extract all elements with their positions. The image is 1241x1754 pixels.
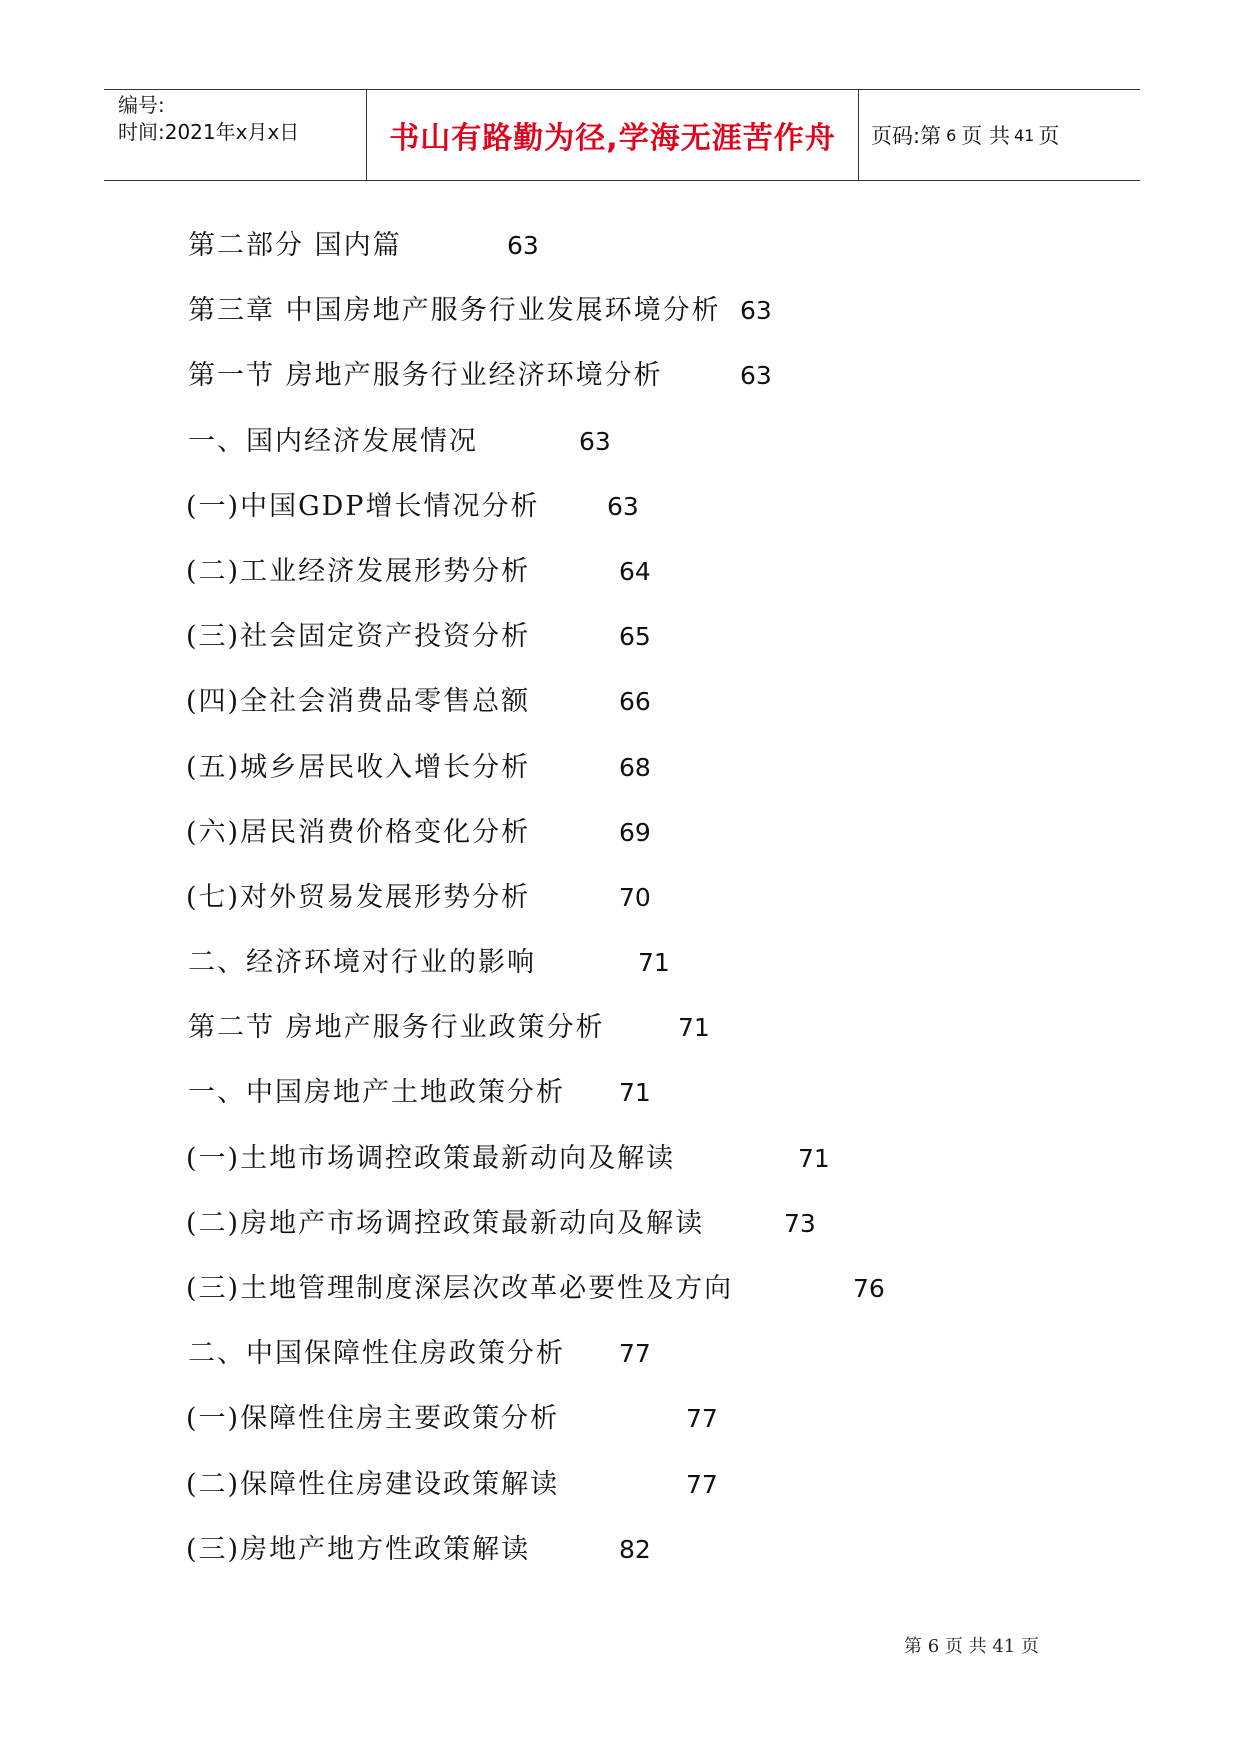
page-prefix: 页码:第: [871, 124, 942, 148]
toc-entry-page: 69: [619, 817, 651, 847]
page-middle: 页 共: [961, 124, 1010, 148]
toc-entry-page: 77: [619, 1339, 651, 1369]
toc-entry-title: (三)社会固定资产投资分析: [186, 621, 531, 653]
toc-entry-title: (一)保障性住房主要政策分析: [186, 1403, 560, 1435]
toc-entry[interactable]: [188, 1262, 1088, 1327]
toc-entry[interactable]: [188, 349, 1088, 414]
toc-entry-page: 64: [619, 556, 651, 586]
toc-entry-page: 63: [579, 426, 611, 456]
page-header: [104, 89, 1140, 181]
toc-entry-page: 63: [607, 491, 639, 521]
toc-entry-page: 65: [619, 622, 651, 652]
header-meta: [104, 90, 367, 180]
toc-entry[interactable]: [188, 480, 1088, 545]
toc-entry-page: 63: [740, 361, 772, 391]
toc-entry-title: (二)房地产市场调控政策最新动向及解读: [186, 1207, 705, 1239]
toc-entry-page: 63: [507, 231, 539, 260]
header-motto: 书山有路勤为径,学海无涯苦作舟: [367, 90, 859, 180]
toc-entry-title: (一)土地市场调控政策最新动向及解读: [186, 1142, 676, 1174]
toc-entry[interactable]: [188, 1458, 1088, 1523]
toc-entry[interactable]: [188, 806, 1088, 871]
toc-entry-page: 66: [619, 687, 651, 717]
toc-entry-title: (三)土地管理制度深层次改革必要性及方向: [186, 1273, 734, 1304]
document-time-label: 时间:2021年x月x日: [118, 120, 300, 144]
toc-entry-page: 70: [619, 882, 651, 912]
toc-entry[interactable]: [188, 545, 1088, 610]
toc-entry[interactable]: [188, 936, 1088, 1001]
toc-entry[interactable]: [188, 1001, 1088, 1066]
toc-entry[interactable]: [188, 1066, 1088, 1131]
toc-entry-title: 一、国内经济发展情况: [188, 425, 478, 457]
toc-entry-title: (一)中国GDP增长情况分析: [186, 490, 540, 522]
document-number-label: 编号:: [118, 93, 165, 117]
toc-entry-title: 第二部分 国内篇: [188, 230, 402, 261]
toc-entry[interactable]: [188, 1197, 1088, 1262]
toc-entry-page: 77: [686, 1404, 718, 1434]
toc-entry-page: 77: [686, 1469, 718, 1499]
toc-entry-page: 71: [638, 948, 670, 978]
toc-entry[interactable]: [188, 1132, 1088, 1197]
toc-entry-title: 二、经济环境对行业的影响: [188, 947, 536, 979]
page-total: 41: [1013, 125, 1035, 145]
toc-entry-page: 71: [798, 1143, 830, 1173]
toc-entry-title: 二、中国保障性住房政策分析: [188, 1338, 565, 1370]
toc-entry[interactable]: [188, 219, 1088, 284]
toc-entry-page: 68: [619, 752, 651, 782]
toc-entry-page: 71: [619, 1078, 651, 1108]
header-page-info: [859, 90, 1140, 180]
toc-entry[interactable]: [188, 610, 1088, 675]
toc-entry-title: (七)对外贸易发展形势分析: [186, 881, 531, 913]
page-footer: 第 6 页 共 41 页: [904, 1636, 1039, 1657]
table-of-contents: [188, 219, 1088, 1588]
toc-entry[interactable]: [188, 1327, 1088, 1392]
toc-entry[interactable]: [188, 1523, 1088, 1588]
toc-entry-page: 82: [619, 1534, 651, 1564]
toc-entry-title: (五)城乡居民收入增长分析: [186, 751, 531, 783]
toc-entry-title: 第三章 中国房地产服务行业发展环境分析: [188, 295, 721, 327]
toc-entry-page: 71: [678, 1013, 710, 1043]
toc-entry[interactable]: [188, 284, 1088, 349]
toc-entry-page: 76: [853, 1274, 885, 1303]
page-current: 6: [946, 125, 957, 145]
toc-entry-title: (四)全社会消费品零售总额: [186, 686, 531, 718]
toc-entry-page: 63: [740, 296, 772, 326]
page-suffix: 页: [1038, 124, 1060, 148]
toc-entry[interactable]: [188, 675, 1088, 740]
toc-entry-title: 第二节 房地产服务行业政策分析: [188, 1012, 605, 1044]
toc-entry[interactable]: [188, 415, 1088, 480]
toc-entry-title: (二)工业经济发展形势分析: [186, 555, 531, 587]
toc-entry[interactable]: [188, 741, 1088, 806]
toc-entry[interactable]: [188, 871, 1088, 936]
toc-entry-title: 一、中国房地产土地政策分析: [188, 1077, 565, 1109]
toc-entry-title: (二)保障性住房建设政策解读: [186, 1468, 560, 1500]
toc-entry-title: (三)房地产地方性政策解读: [186, 1533, 531, 1565]
toc-entry-page: 73: [784, 1208, 816, 1238]
toc-entry-title: 第一节 房地产服务行业经济环境分析: [188, 360, 663, 392]
toc-entry[interactable]: [188, 1392, 1088, 1457]
toc-entry-title: (六)居民消费价格变化分析: [186, 816, 531, 848]
